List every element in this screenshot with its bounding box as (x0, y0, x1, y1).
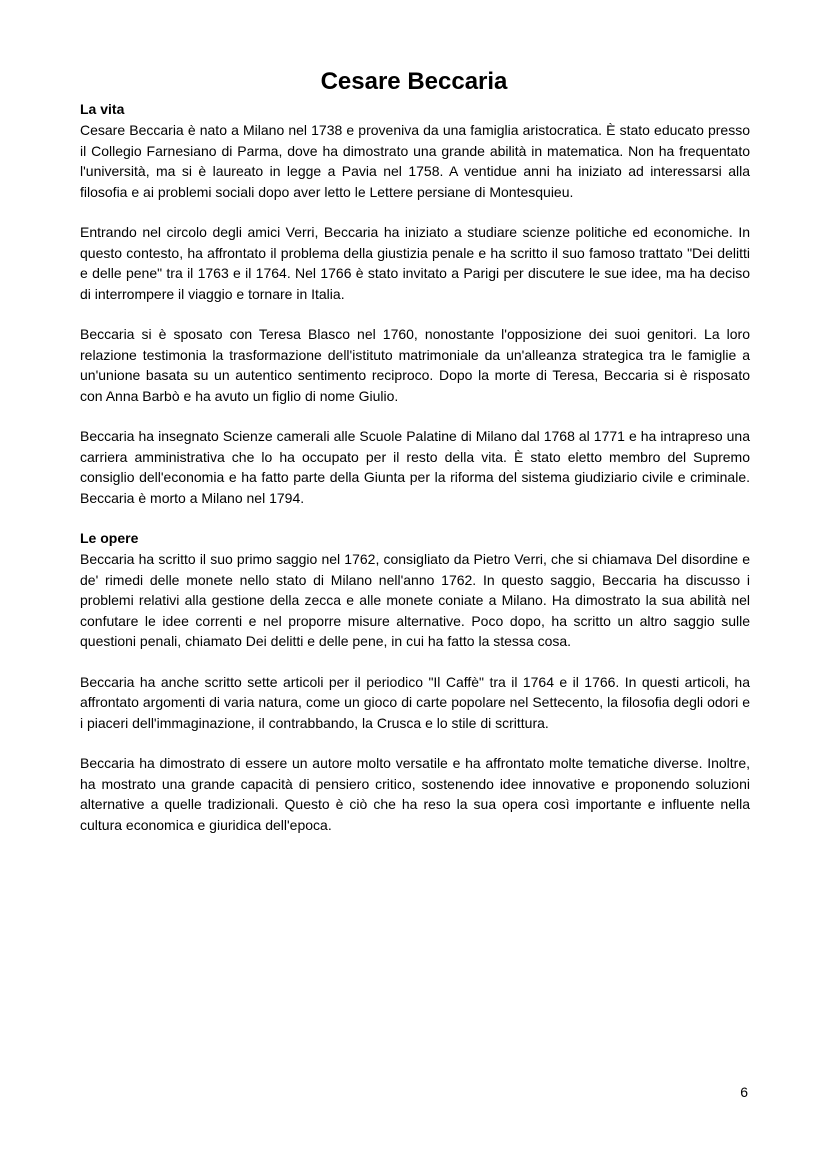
paragraph: Beccaria ha anche scritto sette articoli per il periodico "Il Caffè" tra il 1764 e il 1766. In questi articoli, ha affrontato argomenti di varia natura, come un gioco di carte popolare nel Settecento, la filosofia degli odori e i piaceri dell'immaginazione, il contrabbando, la Crusca e lo stile di scrittura. (80, 673, 750, 731)
paragraph: Entrando nel circolo degli amici Verri, Beccaria ha iniziato a studiare scienze politiche ed economiche. In questo contesto, ha affrontato il problema della giustizia penale e ha scritto il suo famoso trattato "Dei delitti e delle pene" tra il 1763 e il 1764. Nel 1766 è stato invitato a Parigi per discutere le sue idee, ma ha deciso di interrompere il viaggio e tornare in Italia. (80, 224, 750, 302)
paragraph: Beccaria si è sposato con Teresa Blasco nel 1760, nonostante l'opposizione dei suoi genitori. La loro relazione testimonia la trasformazione dell'istituto matrimoniale da un'alleanza strategica tra le famiglie a un'unione basata su un autentico sentimento reciproco. Dopo la morte di Teresa, Beccaria si è risposato con Anna Barbò e ha avuto un figlio di nome Giulio. (80, 326, 750, 404)
paragraph: Cesare Beccaria è nato a Milano nel 1738 e proveniva da una famiglia aristocratica. È stato educato presso il Collegio Farnesiano di Parma, dove ha dimostrato una grande abilità in matematica. Non ha frequentato l'università, ma si è laureato in legge a Pavia nel 1758. A ventidue anni ha iniziato ad interessarsi alla filosofia e ai problemi sociali dopo aver letto le Lettere persiane di Montesquieu. (80, 122, 750, 200)
paragraph: Beccaria ha dimostrato di essere un autore molto versatile e ha affrontato molte tematiche diverse. Inoltre, ha mostrato una grande capacità di pensiero critico, sostenendo idee innovative e proponendo soluzioni alternative a quelle tradizionali. Questo è ciò che ha reso la sua opera così importante e influente nella cultura economica e giuridica dell'epoca. (80, 755, 750, 833)
paragraph: Beccaria ha scritto il suo primo saggio nel 1762, consigliato da Pietro Verri, che si chiamava Del disordine e de' rimedi delle monete nello stato di Milano nell'anno 1762. In questo saggio, Beccaria ha discusso i problemi relativi alla gestione della zecca e alle monete coniate a Milano. Ha dimostrato la sua abilità nel confutare le idee correnti e nel proporre misure alternative. Poco dopo, ha scritto un altro saggio sulle questioni penali, chiamato Dei delitti e delle pene, in cui ha fatto la stessa cosa. (80, 551, 750, 649)
page-number: 6 (740, 1084, 748, 1100)
section-le-opere (80, 528, 750, 835)
section-heading-le-opere: Le opere (80, 530, 139, 546)
section-la-vita (80, 99, 750, 508)
section-heading-la-vita: La vita (80, 101, 125, 117)
paragraph: Beccaria ha insegnato Scienze camerali alle Scuole Palatine di Milano dal 1768 al 1771 e ha intrapreso una carriera amministrativa che lo ha occupato per il resto della vita. È stato eletto membro del Supremo consiglio dell'economia e ha fatto parte della Giunta per la riforma del sistema giudiziario civile e criminale. Beccaria è morto a Milano nel 1794. (80, 428, 750, 506)
page-title: Cesare Beccaria (320, 68, 508, 96)
document-body (80, 99, 750, 855)
